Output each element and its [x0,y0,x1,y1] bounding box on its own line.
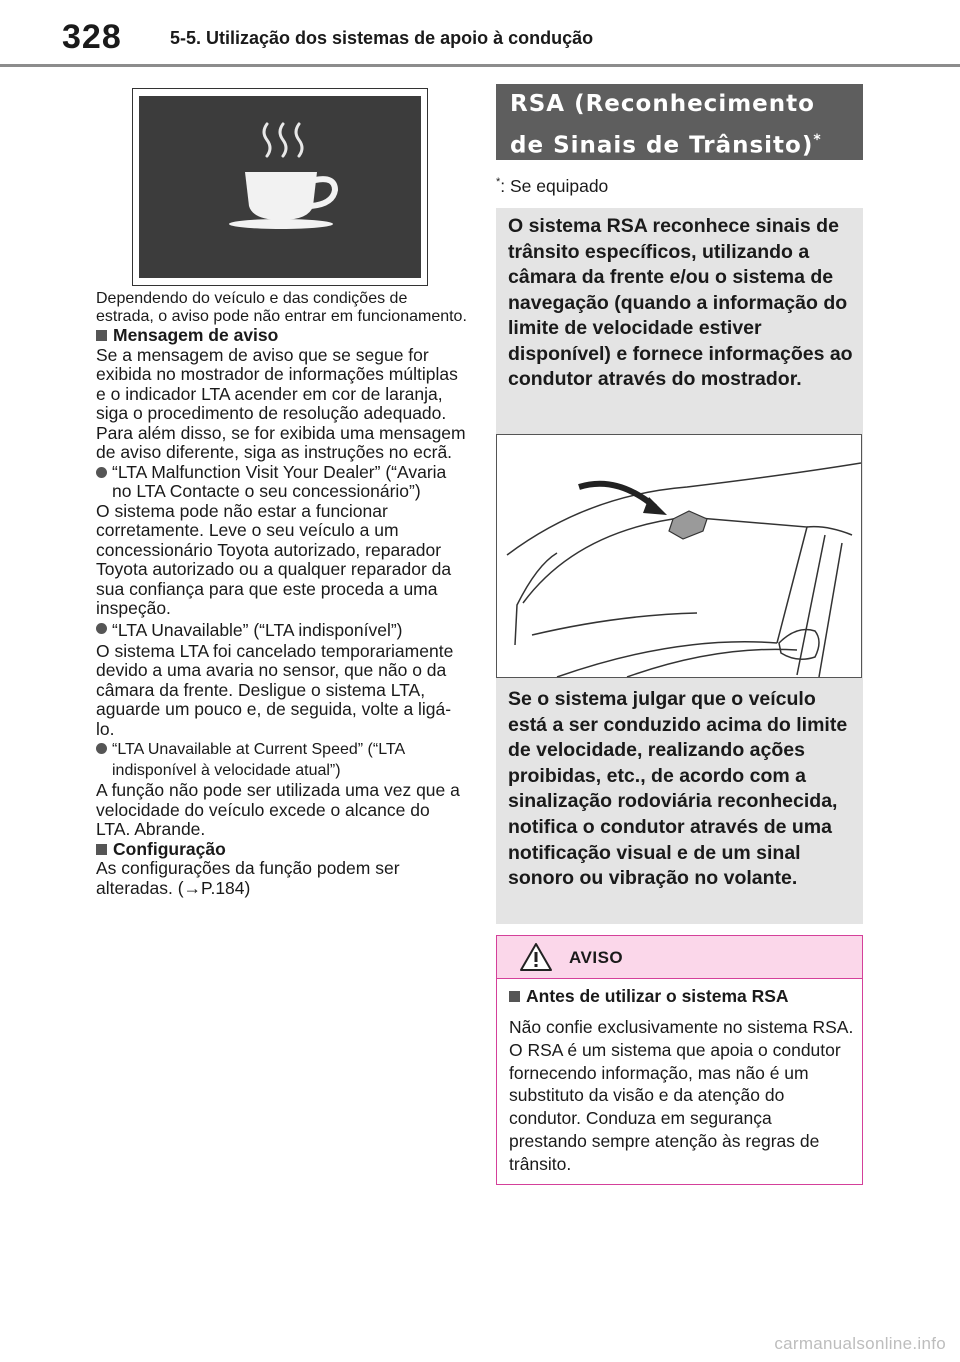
rsa-title-box: RSA (Reconhecimento de Sinais de Trânsito)* [496,84,863,160]
list-item: “LTA Unavailable at Current Speed” (“LTA indisponível à velocidade atual”) [96,739,468,781]
square-bullet-icon [96,330,107,341]
section-title: 5-5. Utilização dos sistemas de apoio à condução [170,28,594,48]
left-column [96,290,468,898]
round-bullet-icon [96,743,107,754]
windshield-camera-illustration [496,434,862,678]
page-number: 328 [62,18,122,56]
square-bullet-icon [96,844,107,855]
subsection-text: Se a mensagem de aviso que se segue for exibida no mostrador de informações múltiplas e o indicador LTA acender em cor de laranja, siga o procedimento de resolução adequado. Para além disso, se for exibida uma mensagem de aviso diferente, siga as instruções no ecrã. [96,344,466,462]
warning-text: Não confie exclusivamente no sistema RSA. O RSA é um sistema que apoia o condutor fornecendo informação, mas não é um substituto da visão e da atenção do condutor. Conduza em segurança prestando sempre atenção às regras de trânsito. [509,1017,854,1174]
warning-header [497,936,862,979]
list-item-text: O sistema LTA foi cancelado temporariamente devido a uma avaria no sensor, que não o da câmara da frente. Desligue o sistema LTA, aguarde um pouco e, de seguida, volte a ligá-lo. [96,640,454,739]
header-divider [0,64,960,67]
list-item: “LTA Unavailable” (“LTA indisponível”) [96,619,468,642]
list-item-text: O sistema pode não estar a funcionar corretamente. Leve o seu veículo a um concessionário Toyota autorizado, reparador Toyota autorizado ou a qualquer reparador da sua confiança para que este proceda a uma inspeção. [96,500,452,618]
warning-triangle-icon [519,942,553,972]
watermark: carmanualsonline.info [774,1334,946,1353]
round-bullet-icon [96,467,107,478]
panel-text: Se o sistema julgar que o veículo está a ser conduzido acima do limite de velocidade, realizando ações proibidas, etc., de acordo com a sinalização rodoviária reconhecida, notifica o condutor através de uma notificação visual e de um sinal sonoro ou vibração no volante. [508,688,848,890]
illustration-frame [132,88,428,286]
panel-text: O sistema RSA reconhece sinais de trânsito específicos, utilizando a câmara da frente e/ou o sistema de navegação (quando a informação do limite de velocidade estiver disponível) e fornece informações ao condutor através do mostrador. [508,215,853,390]
warning-box [496,935,863,1185]
subsection-heading: Mensagem de aviso [96,326,468,346]
equipped-note: *: Se equipado [496,176,609,196]
coffee-cup-icon [139,96,421,278]
round-bullet-icon [96,623,107,634]
square-bullet-icon [509,991,520,1002]
subsection-text: As configurações da função podem ser alteradas. (→P.184) [96,858,400,898]
list-item: “LTA Malfunction Visit Your Dealer” (“Avaria no LTA Contacte o seu concessionário”) [96,463,468,502]
list-item-text: A função não pode ser utilizada uma vez que a velocidade do veículo excede o alcance do LTA. Abrande. [96,780,460,839]
subsection-heading: Configuração [96,840,468,860]
warning-title: AVISO [569,948,624,967]
warning-subtitle: Antes de utilizar o sistema RSA [509,986,789,1007]
intro-text: Dependendo do veículo e das condições de estrada, o aviso pode não entrar em funcionamento. [96,290,467,325]
